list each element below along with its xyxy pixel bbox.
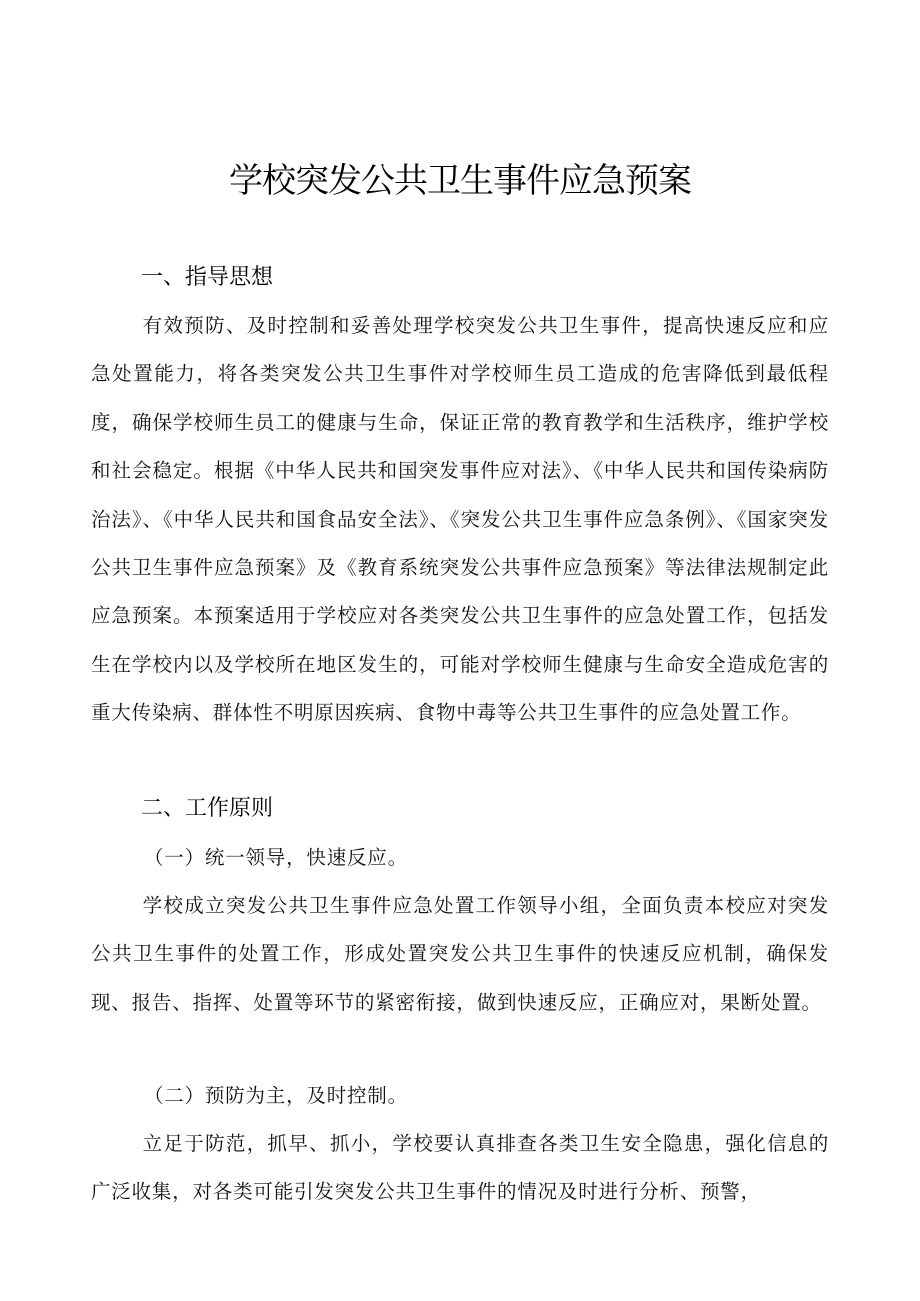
principle-paragraph-2: 立足于防范，抓早、抓小，学校要认真排查各类卫生安全隐患，强化信息的广泛收集，对各类可能引发突发公共卫生事件的情况及时进行分析、预警， <box>91 1132 829 1204</box>
document-title: 学校突发公共卫生事件应急预案 <box>229 161 691 201</box>
section-paragraph-guiding-ideology: 有效预防、及时控制和妥善处理学校突发公共卫生事件，提高快速反应和应急处置能力，将各类突发公共卫生事件对学校师生员工造成的危害降低到最低程度，确保学校师生员工的健康与生命，保证正常的教育教学和生活秩序，维护学校和社会稳定。根据《中华人民共和国突发事件应对法》、《中华人民共和国传染病防治法》、《中华人民共和国食品安全法》、《突发公共卫生事件应急条例》、《国家突发公共卫生事件应急预案》及《教育系统突发公共事件应急预案》等法律法规制定此应急预案。本预案适用于学校应对各类突发公共卫生事件的应急处置工作，包括发生在学校内以及学校所在地区发生的，可能对学校师生健康与生命安全造成危害的重大传染病、群体性不明原因疾病、食物中毒等公共卫生事件的应急处置工作。 <box>91 314 829 725</box>
section-heading-work-principles: 二、工作原则 <box>141 796 274 821</box>
section-heading-guiding-ideology: 一、指导思想 <box>141 265 274 290</box>
principle-label-1: （一）统一领导，快速反应。 <box>144 846 408 869</box>
principle-paragraph-1: 学校成立突发公共卫生事件应急处置工作领导小组，全面负责本校应对突发公共卫生事件的处置工作，形成处置突发公共卫生事件的快速反应机制，确保发现、报告、指挥、处置等环节的紧密衔接，做到快速反应，正确应对，果断处置。 <box>91 894 829 1014</box>
principle-label-2: （二）预防为主，及时控制。 <box>144 1084 408 1107</box>
